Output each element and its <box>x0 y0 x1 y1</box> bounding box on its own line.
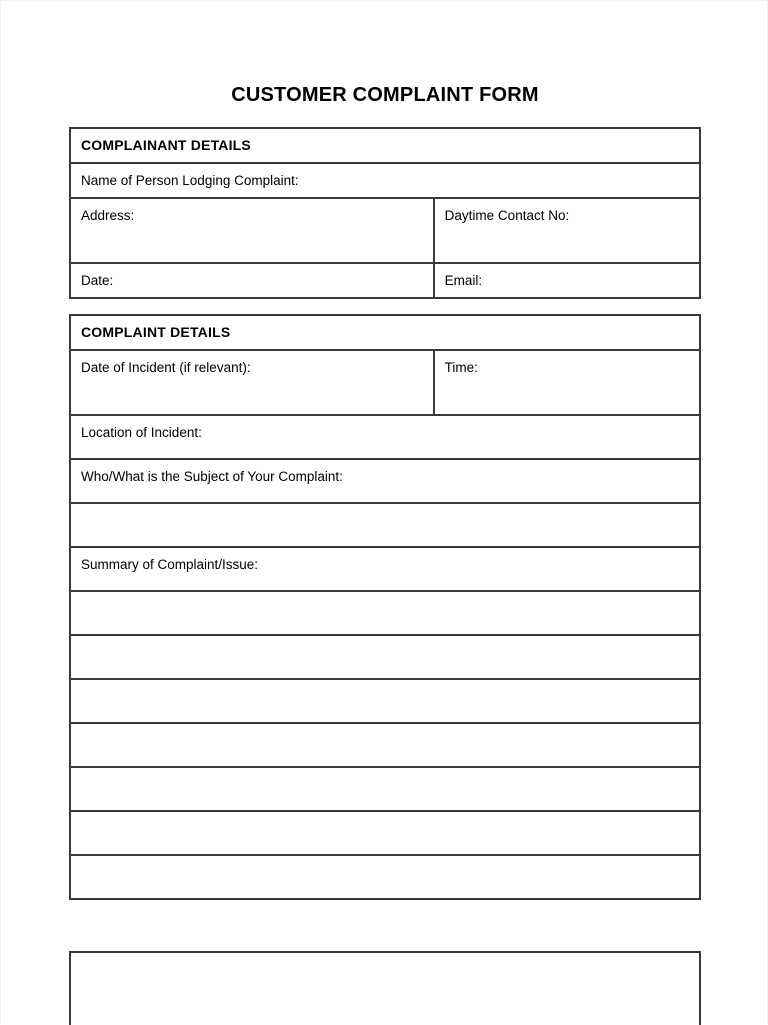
complaint-details-heading: COMPLAINT DETAILS <box>81 324 231 340</box>
next-section-table-cut-off <box>69 951 701 1025</box>
write-in-line[interactable] <box>71 680 699 722</box>
page-title: CUSTOMER COMPLAINT FORM <box>231 84 539 106</box>
section-header-row <box>71 316 699 351</box>
field-date-of-incident[interactable]: Date of Incident (if relevant): <box>71 351 435 414</box>
table-row <box>71 460 699 504</box>
table-row <box>71 636 699 680</box>
table-row <box>71 199 699 264</box>
table-row <box>71 812 699 856</box>
write-in-line[interactable] <box>71 592 699 634</box>
table-row <box>71 680 699 724</box>
field-time[interactable]: Time: <box>444 360 478 375</box>
write-in-line[interactable] <box>71 504 699 546</box>
field-summary-of-complaint[interactable]: Summary of Complaint/Issue: <box>81 557 259 572</box>
field-address[interactable]: Address: <box>71 199 435 262</box>
table-row <box>71 164 699 199</box>
field-subject-of-complaint[interactable]: Who/What is the Subject of Your Complaint: <box>81 469 343 484</box>
table-row <box>71 856 699 900</box>
table-row <box>71 416 699 460</box>
table-row <box>71 592 699 636</box>
table-row <box>71 724 699 768</box>
table-row <box>71 351 699 416</box>
complainant-details-table <box>69 127 701 299</box>
table-row <box>71 548 699 592</box>
field-date[interactable]: Date: <box>71 264 435 297</box>
complainant-details-heading: COMPLAINANT DETAILS <box>81 137 251 153</box>
write-in-line[interactable] <box>71 812 699 854</box>
write-in-line[interactable] <box>71 856 699 898</box>
field-location-of-incident[interactable]: Location of Incident: <box>81 425 202 440</box>
field-name-of-person[interactable]: Name of Person Lodging Complaint: <box>81 173 299 188</box>
write-in-line[interactable] <box>71 724 699 766</box>
section-header-row <box>71 129 699 164</box>
field-email[interactable]: Email: <box>444 273 483 288</box>
table-row <box>71 264 699 299</box>
field-daytime-contact-no[interactable]: Daytime Contact No: <box>444 208 570 223</box>
table-row <box>71 768 699 812</box>
write-in-line[interactable] <box>71 636 699 678</box>
complaint-details-table <box>69 314 701 900</box>
write-in-line[interactable] <box>71 768 699 810</box>
table-row <box>71 504 699 548</box>
